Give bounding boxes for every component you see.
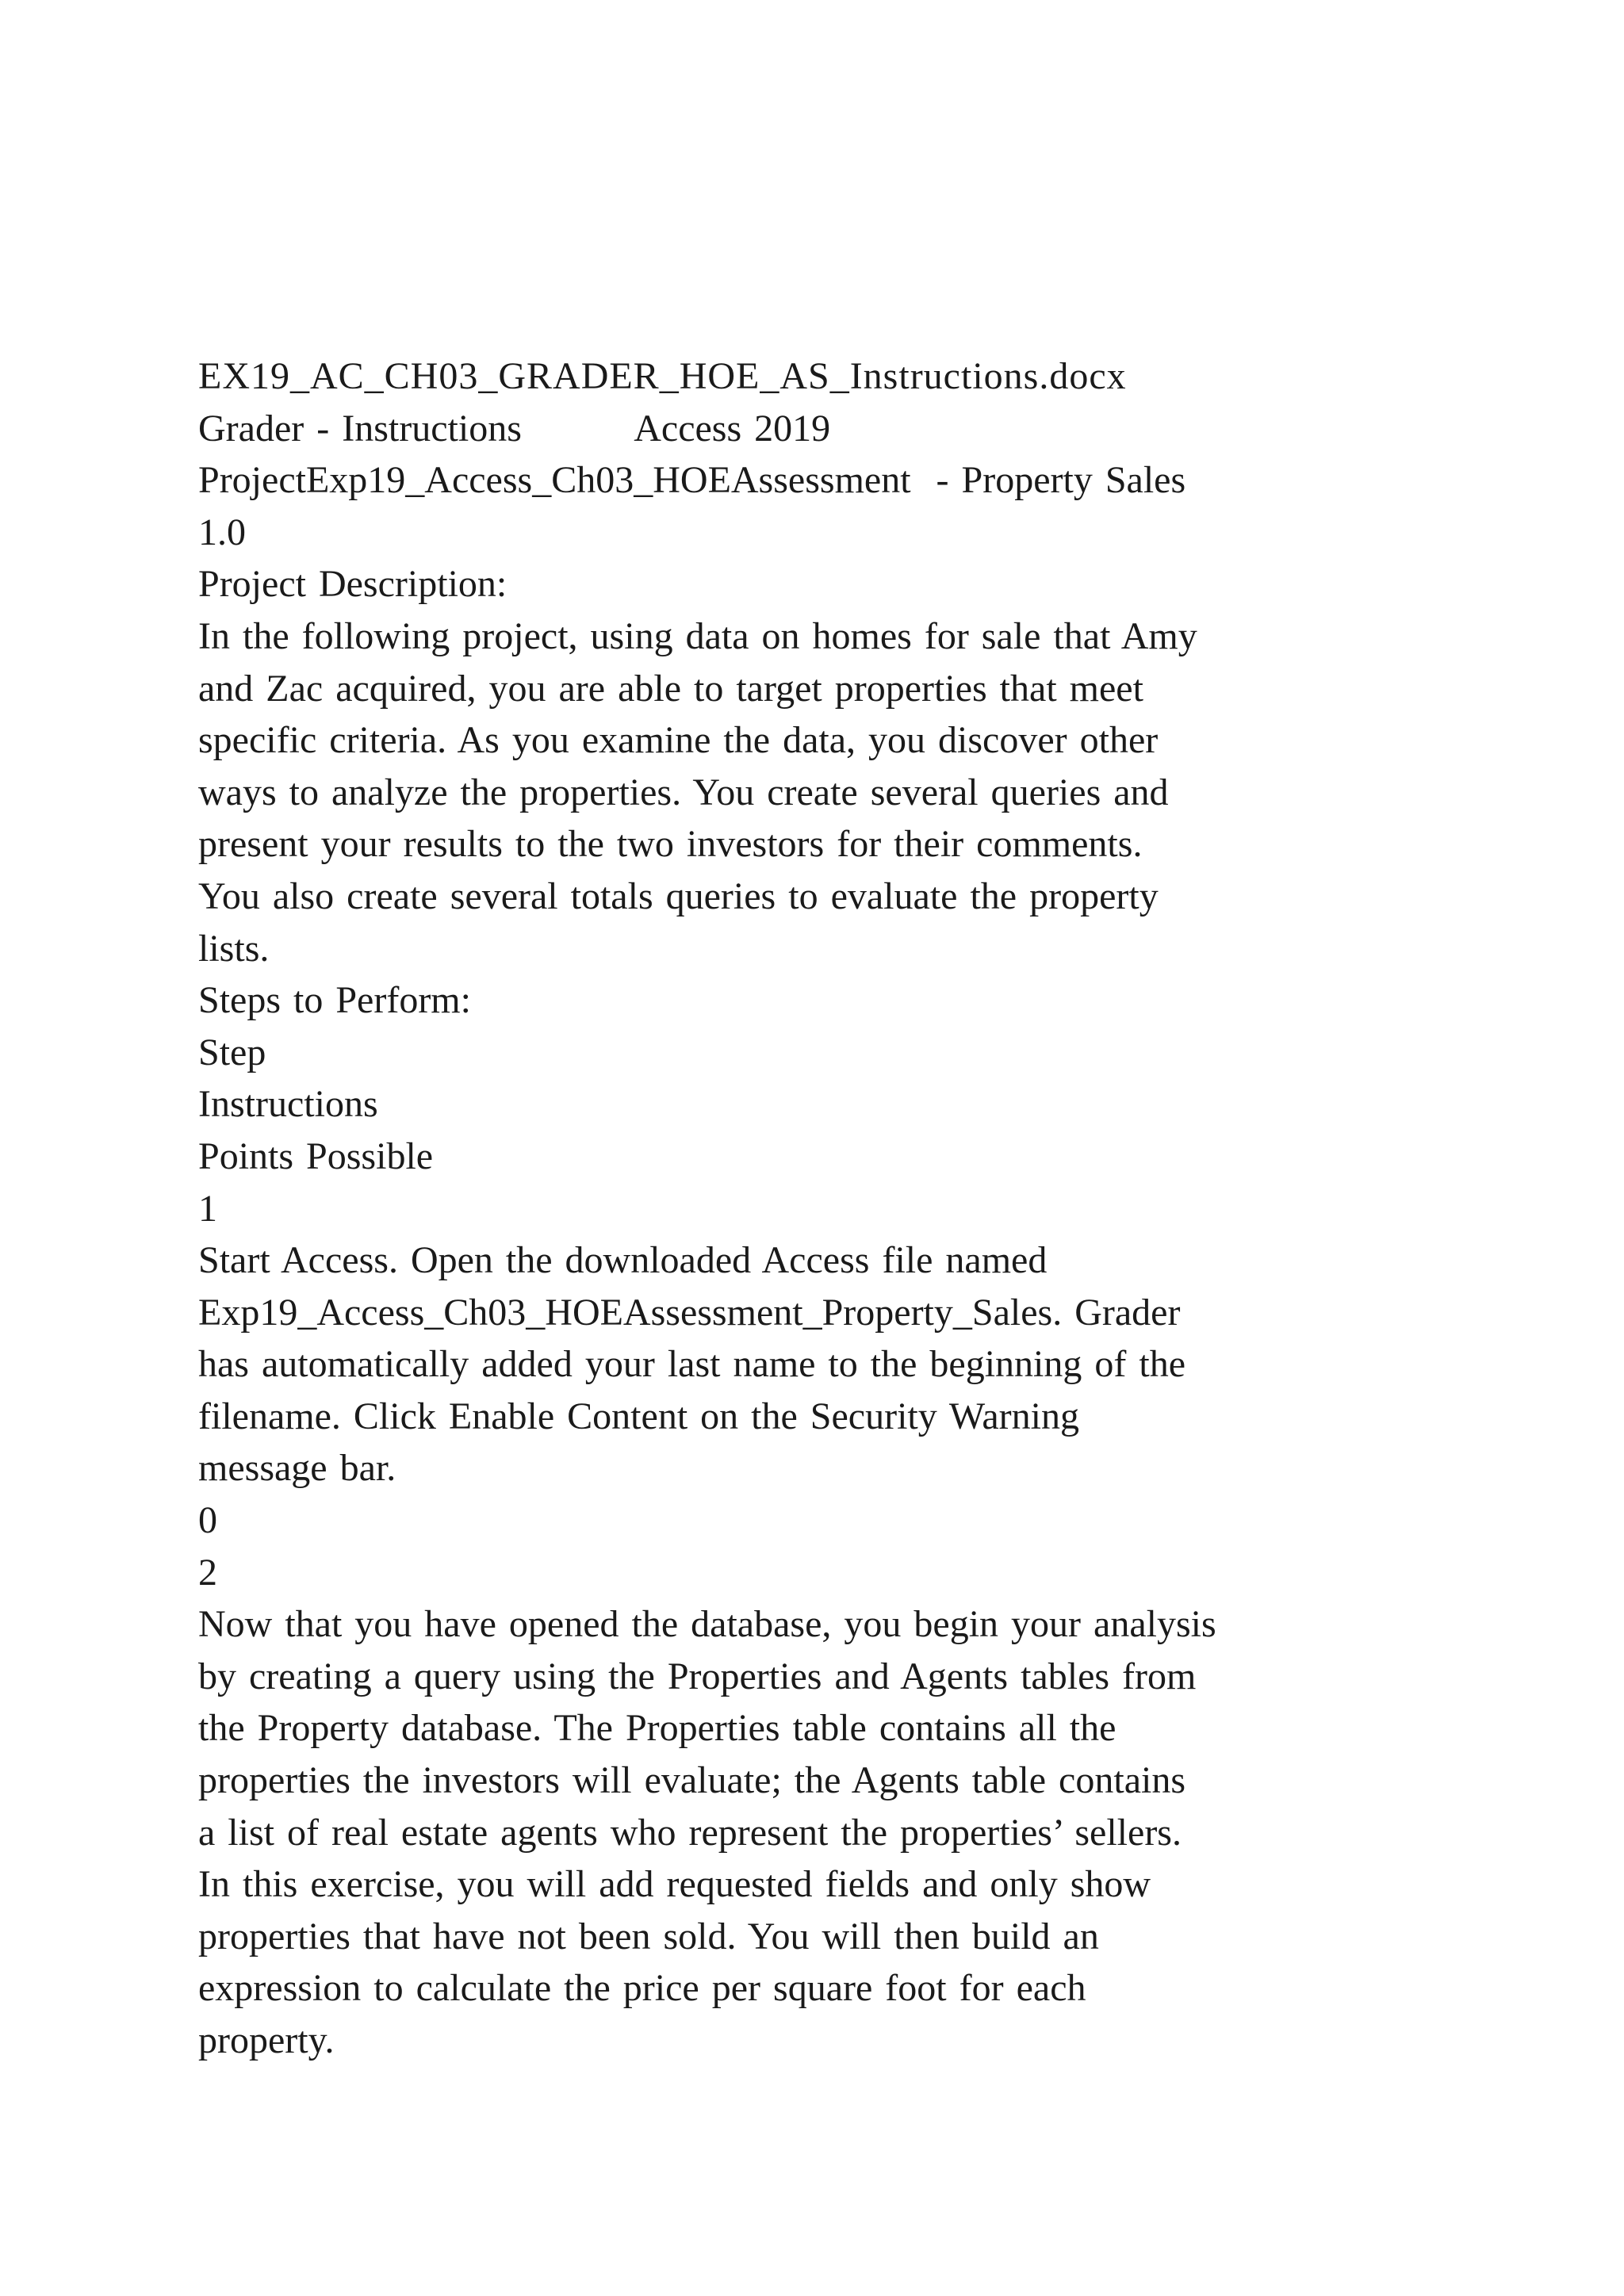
document-body	[198, 350, 1451, 2067]
project-description	[198, 610, 1451, 974]
project-title-line: ProjectExp19_Access_Ch03_HOEAssessment - Property Sales	[198, 459, 1186, 502]
description-line: present your results to the two investors for their comments.	[198, 823, 1143, 866]
step-instruction-line: In this exercise, you will add requested fields and only show	[198, 1863, 1151, 1906]
step-instruction-line: by creating a query using the Properties and Agents tables from	[198, 1655, 1197, 1697]
step-instruction-line: Start Access. Open the downloaded Access file named	[198, 1239, 1048, 1282]
description-line: lists.	[198, 927, 270, 970]
step-number: 2	[198, 1551, 217, 1594]
step-number: 1	[198, 1187, 217, 1230]
step-instruction-line: properties that have not been sold. You will then build an	[198, 1915, 1099, 1957]
step-instruction-line: message bar.	[198, 1447, 396, 1490]
description-line: specific criteria. As you examine the data, you discover other	[198, 719, 1159, 762]
description-line: ways to analyze the properties. You create several queries and	[198, 771, 1169, 813]
step-points: 0	[198, 1499, 217, 1542]
step-instruction-line: has automatically added your last name to the beginning of the	[198, 1343, 1185, 1386]
step-2	[198, 1547, 1451, 2067]
grader-header-line: Grader - Instructions Access 2019	[198, 407, 831, 450]
step-instruction-line: expression to calculate the price per square foot for each	[198, 1967, 1086, 2010]
step-instruction-line: filename. Click Enable Content on the Security Warning	[198, 1395, 1079, 1437]
project-version: 1.0	[198, 511, 246, 553]
step-instruction-line: properties the investors will evaluate; the Agents table contains	[198, 1759, 1186, 1802]
description-line: In the following project, using data on homes for sale that Amy	[198, 614, 1197, 657]
column-header-instructions: Instructions	[198, 1083, 378, 1126]
step-1	[198, 1183, 1451, 1547]
step-instruction-line: property.	[198, 2019, 335, 2061]
description-line: and Zac acquired, you are able to target properties that meet	[198, 667, 1143, 710]
step-instruction-line: the Property database. The Properties table contains all the	[198, 1707, 1116, 1750]
column-header-step: Step	[198, 1031, 266, 1073]
step-instruction-line: a list of real estate agents who represent the properties’ sellers.	[198, 1811, 1182, 1854]
steps-heading: Steps to Perform:	[198, 979, 471, 1022]
column-header-points: Points Possible	[198, 1135, 434, 1177]
document-filename: EX19_AC_CH03_GRADER_HOE_AS_Instructions.docx	[198, 355, 1127, 397]
step-instruction-line: Exp19_Access_Ch03_HOEAssessment_Property_Sales. Grader	[198, 1291, 1181, 1334]
description-line: You also create several totals queries to evaluate the property	[198, 874, 1159, 917]
step-instruction-line: Now that you have opened the database, you begin your analysis	[198, 1603, 1216, 1646]
description-heading: Project Description:	[198, 563, 508, 606]
